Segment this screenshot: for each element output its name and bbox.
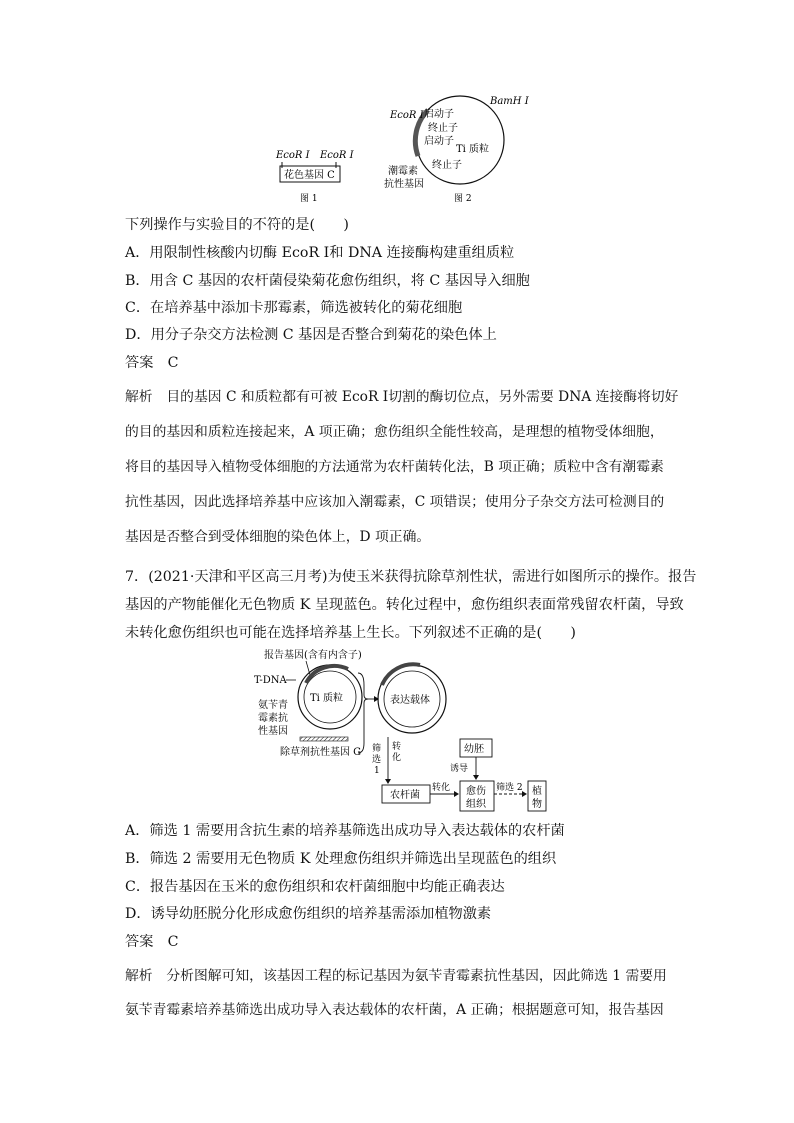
fig3-plant-1: 植 — [532, 786, 542, 797]
q6-option-d: D．用分子杂交方法检测 C 基因是否整合到菊花的染色体上 — [125, 327, 497, 343]
fig3-ti: Ti 质粒 — [310, 693, 344, 704]
q7-stem-line: 基因的产物能催化无色物质 K 呈现蓝色。转化过程中，愈伤组织表面常残留农杆菌，导致 — [125, 597, 684, 613]
fig3-callus-2: 组织 — [466, 799, 486, 810]
figure-3 — [250, 645, 550, 813]
q7-analysis-line: 解析 分析图解可知，该基因工程的标记基因为氨苄青霉素抗性基因，因此筛选 1 需要用 — [125, 968, 667, 984]
fig3-herbicide: 除草剂抗性基因 G — [280, 747, 362, 758]
fig3-tdna: T-DNA — [254, 675, 287, 686]
fig2-terminator1: 终止子 — [428, 123, 458, 134]
fig2-bamhi: BamH Ⅰ — [490, 96, 529, 107]
fig2-resist-1: 潮霉素 — [388, 166, 418, 177]
q6-analysis-line: 的目的基因和质粒连接起来，A 项正确；愈伤组织全能性较高，是理想的植物受体细胞， — [125, 424, 664, 440]
fig3-embryo: 幼胚 — [464, 744, 484, 755]
fig2-promoter2: 启动子 — [424, 136, 454, 147]
fig2-promoter1: 启动子 — [424, 109, 454, 120]
q7-option-d: D．诱导幼胚脱分化形成愈伤组织的培养基需添加植物激素 — [125, 906, 492, 922]
fig2-terminator2: 终止子 — [432, 160, 462, 171]
q7-stem-line: 未转化愈伤组织也可能在选择培养基上生长。下列叙述不正确的是( ) — [125, 625, 576, 641]
fig3-reporter: 报告基因(含有内含子) — [264, 650, 362, 661]
q7-option-b: B．筛选 2 需要用无色物质 K 处理愈伤组织并筛选出呈现蓝色的组织 — [125, 851, 557, 867]
q7-option-c: C．报告基因在玉米的愈伤组织和农杆菌细胞中均能正确表达 — [125, 879, 505, 895]
fig3-screen1-b: 选 — [372, 755, 382, 765]
figure-1-2 — [260, 88, 540, 208]
q6-analysis-line: 解析 目的基因 C 和质粒都有可被 EcoR Ⅰ切割的酶切位点，另外需要 DNA 连接酶将切好 — [125, 389, 679, 405]
fig2-ti-plasmid: Ti 质粒 — [456, 144, 490, 155]
fig3-screen1-a: 筛 — [372, 744, 382, 754]
fig3-transform-b: 化 — [392, 753, 402, 763]
q6-answer: 答案 C — [125, 355, 179, 371]
q7-analysis-line: 氨苄青霉素培养基筛选出成功导入表达载体的农杆菌，A 正确；根据题意可知，报告基因 — [125, 1002, 664, 1018]
fig3-agro: 农杆菌 — [390, 790, 420, 801]
fig3-induce: 诱导 — [450, 764, 469, 774]
q7-stem-line: 7．(2021·天津和平区高三月考)为使玉米获得抗除草剂性状，需进行如图所示的操作。报告 — [125, 569, 697, 585]
fig3-vector: 表达载体 — [390, 695, 430, 706]
q6-analysis-line: 抗性基因，因此选择培养基中应该加入潮霉素，C 项错误；使用分子杂交方法可检测目的 — [125, 494, 665, 510]
fig2-resist-2: 抗性基因 — [384, 179, 424, 190]
q6-option-b: B．用含 C 基因的农杆菌侵染菊花愈伤组织，将 C 基因导入细胞 — [125, 273, 530, 289]
q6-stem: 下列操作与实验目的不符的是( ) — [125, 217, 349, 233]
fig2-ecori: EcoR Ⅰ — [390, 110, 424, 121]
q6-option-a: A．用限制性核酸内切酶 EcoR Ⅰ和 DNA 连接酶构建重组质粒 — [125, 245, 515, 261]
fig1-ecori-left: EcoR Ⅰ — [276, 150, 310, 161]
fig3-amp1: 氨苄青 — [258, 700, 288, 711]
q6-option-c: C．在培养基中添加卡那霉素，筛选被转化的菊花细胞 — [125, 300, 463, 316]
q7-option-a: A．筛选 1 需要用含抗生素的培养基筛选出成功导入表达载体的农杆菌 — [125, 823, 565, 839]
fig3-screen2: 筛选 2 — [496, 783, 523, 793]
fig1-ecori-right: EcoR Ⅰ — [320, 150, 354, 161]
fig3-callus-1: 愈伤 — [466, 786, 486, 797]
fig3-screen1-c: 1 — [374, 766, 380, 776]
q6-analysis-line: 将目的基因导入植物受体细胞的方法通常为农杆菌转化法，B 项正确；质粒中含有潮霉素 — [125, 459, 664, 475]
q6-analysis-line: 基因是否整合到受体细胞的染色体上，D 项正确。 — [125, 529, 431, 545]
fig3-amp2: 霉素抗 — [258, 713, 288, 724]
fig3-plant-2: 物 — [532, 799, 542, 810]
fig3-transform2: 转化 — [432, 783, 451, 793]
q7-answer: 答案 C — [125, 934, 179, 950]
fig1-box-label: 花色基因 C — [284, 170, 335, 181]
fig1-caption: 图 1 — [300, 194, 318, 204]
fig3-amp3: 性基因 — [258, 726, 288, 737]
fig3-gene-g-bar — [300, 737, 348, 741]
fig3-transform-a: 转 — [392, 742, 402, 752]
fig2-caption: 图 2 — [454, 194, 472, 204]
